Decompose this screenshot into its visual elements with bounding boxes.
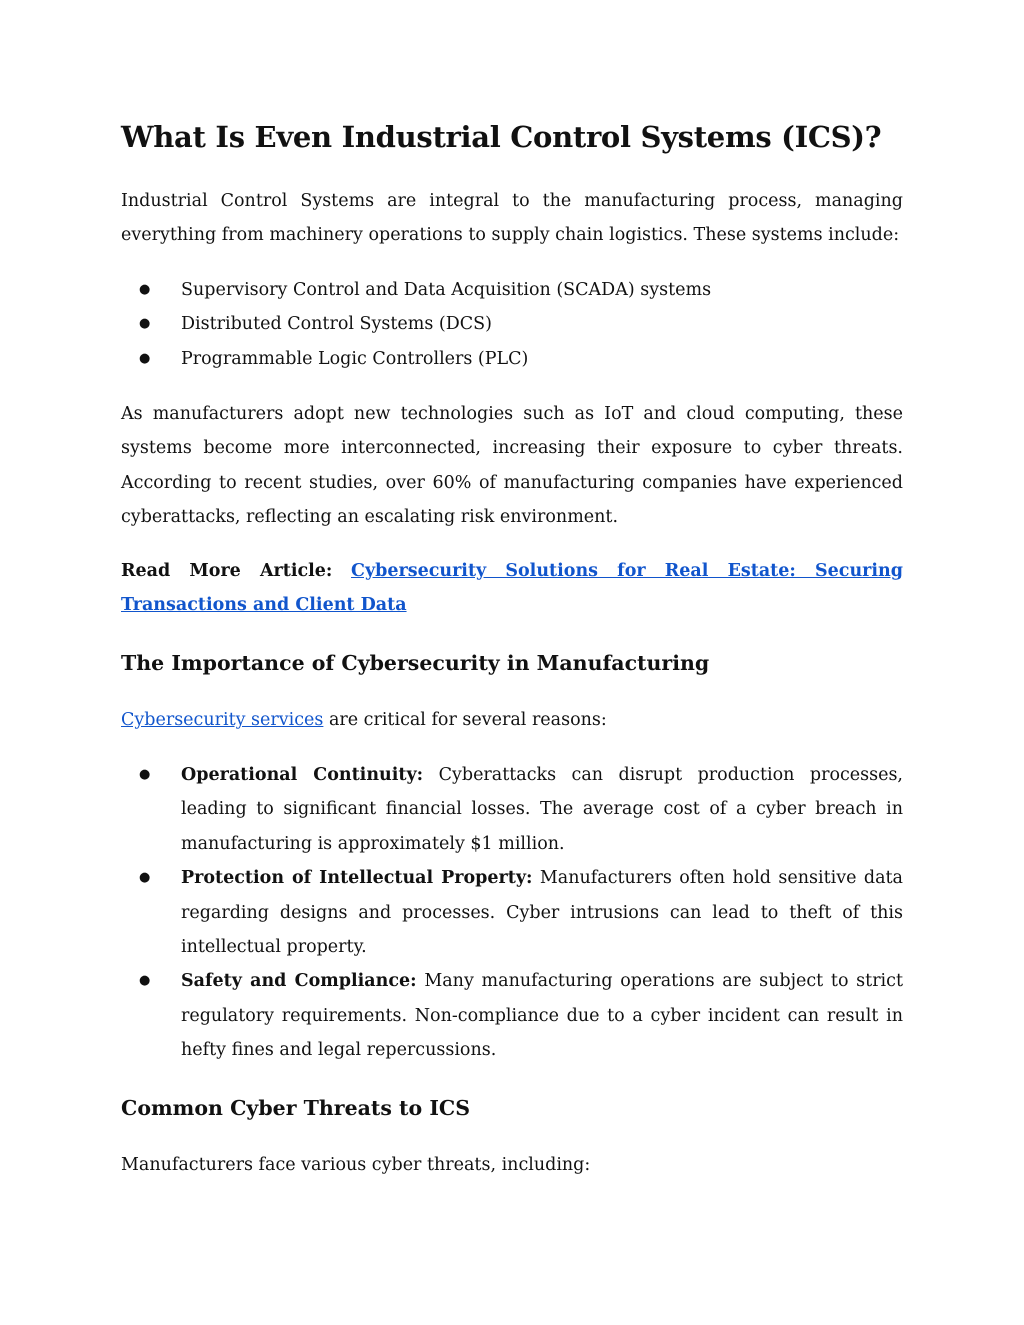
- cybersecurity-services-link[interactable]: Cybersecurity services: [121, 710, 324, 730]
- intro-paragraph: Industrial Control Systems are integral to the manufacturing process, managing everything from machinery operations to supply chain logistics. These systems include:: [121, 191, 903, 246]
- bullet-icon: ●: [139, 316, 151, 332]
- importance-intro: [121, 703, 903, 737]
- list-item-text: Programmable Logic Controllers (PLC): [181, 348, 529, 369]
- importance-list: [121, 758, 903, 1068]
- page-title: What Is Even Industrial Control Systems (ICS)?: [121, 120, 882, 154]
- list-item-label: Operational Continuity:: [181, 765, 424, 785]
- bullet-icon: ●: [139, 282, 151, 297]
- list-item: [121, 964, 903, 1067]
- list-item-text: Many manufacturing operations are subject to strict regulatory requirements. Non-compliance due to a cyber incident can result in hefty fines and legal repercussions.: [181, 971, 903, 1061]
- list-item-text: Cyberattacks can disrupt production processes, leading to significant financial losses. The average cost of a cyber breach in manufacturing is approximately $1 million.: [181, 765, 903, 854]
- bullet-icon: ●: [139, 973, 151, 989]
- list-item: [121, 307, 903, 341]
- bullet-icon: ●: [139, 350, 151, 366]
- list-item-text: Manufacturers often hold sensitive data regarding designs and processes. Cyber intrusions can lead to theft of this intellectual property.: [181, 868, 903, 958]
- read-more-link[interactable]: Cybersecurity Solutions for Real Estate: Securing Transactions and Client Data: [121, 561, 903, 616]
- list-item: [121, 342, 903, 376]
- section-heading-importance: The Importance of Cybersecurity in Manufacturing: [121, 651, 710, 675]
- importance-intro-text: are critical for several reasons:: [323, 710, 607, 730]
- bullet-icon: ●: [139, 870, 151, 886]
- section-heading-threats: Common Cyber Threats to ICS: [121, 1096, 471, 1120]
- bullet-icon: ●: [139, 767, 151, 782]
- list-item: [121, 758, 903, 861]
- list-item: [121, 273, 903, 307]
- read-more-paragraph: [121, 554, 903, 623]
- list-item: [121, 861, 903, 964]
- read-more-label: Read More Article:: [121, 561, 333, 581]
- threats-paragraph: As manufacturers adopt new technologies such as IoT and cloud computing, these systems become more interconnected, increasing their exposure to cyber threats. According to recent studies, over 60% of manufacturing companies have experienced cyberattacks, reflecting an escalating risk environment.: [121, 404, 903, 528]
- threats-intro: Manufacturers face various cyber threats, including:: [121, 1155, 591, 1175]
- list-item-text: Distributed Control Systems (DCS): [181, 314, 492, 335]
- systems-list: [121, 273, 903, 376]
- list-item-label: Protection of Intellectual Property:: [181, 868, 533, 889]
- list-item-label: Safety and Compliance:: [181, 971, 417, 992]
- list-item-text: Supervisory Control and Data Acquisition (SCADA) systems: [181, 280, 712, 300]
